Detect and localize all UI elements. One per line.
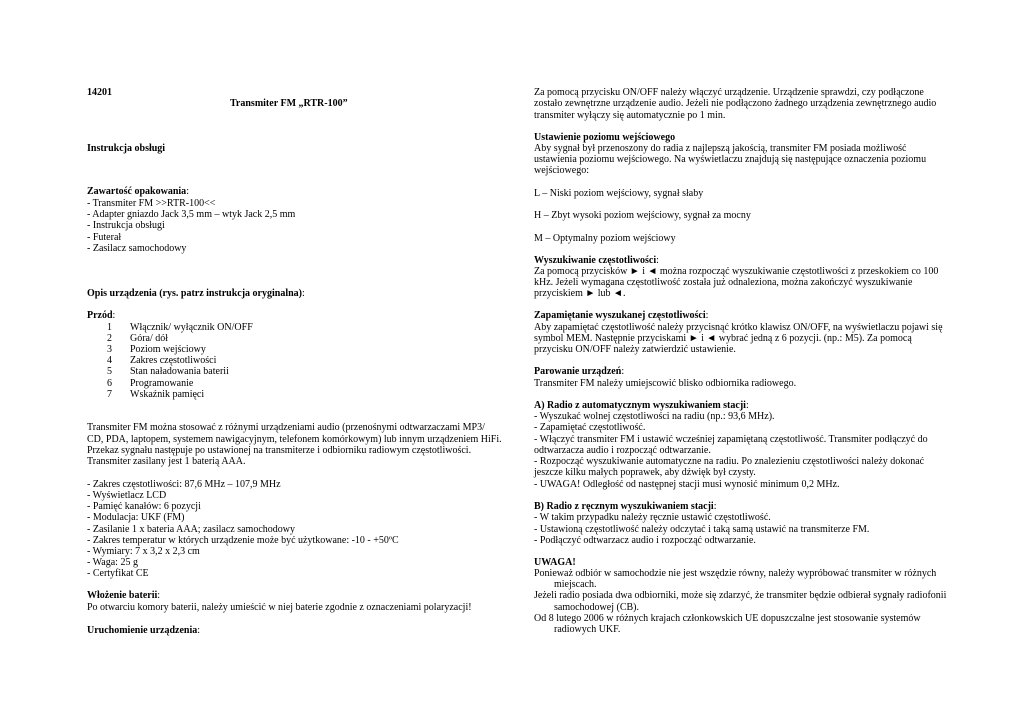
- level-low: L – Niski poziom wejściowy, sygnał słaby: [534, 188, 704, 199]
- warning-text-line: Ponieważ odbiór w samochodzie nie jest wszędzie równy, należy wypróbować transmiter w różnych: [534, 568, 937, 579]
- auto-search-step: - Rozpocząć wyszukiwanie automatyczne na radiu. Po znalezieniu częstotliwości należy dokonać: [534, 456, 925, 467]
- startup-text-line: zostało zewnętrzne urządzenie audio. Jeżeli nie podłączono żadnego urządzenia zewnętrznego audio: [534, 98, 937, 109]
- package-item: - Zasilacz samochodowy: [87, 243, 187, 254]
- front-item: 3 Poziom wejściowy: [107, 344, 206, 355]
- warning-text-line: Jeżeli radio posiada dwa odbiorniki, może się zdarzyć, że transmiter będzie odbierał sygnały radiofonii: [534, 590, 947, 601]
- spec-item: - Zasilanie 1 x bateria AAA; zasilacz samochodowy: [87, 524, 295, 535]
- spec-item: - Zakres temperatur w których urządzenie może być użytkowane: -10 - +50ºC: [87, 535, 399, 546]
- package-item: - Instrukcja obsługi: [87, 220, 165, 231]
- save-frequency-text-line: symbol MEM. Następnie przyciskami ► i ◄ wybrać jedną z 6 pozycji. (np.: M5). Za pomocą: [534, 333, 912, 344]
- intro-paragraph-line: Transmiter zasilany jest 1 baterią AAA.: [87, 456, 246, 467]
- level-high: H – Zbyt wysoki poziom wejściowy, sygnał za mocny: [534, 210, 751, 221]
- pairing-text: Transmiter FM należy umiejscowić blisko odbiornika radiowego.: [534, 378, 797, 389]
- spec-item: - Certyfikat CE: [87, 568, 149, 579]
- spec-item: - Wyświetlacz LCD: [87, 490, 167, 501]
- front-item: 2 Góra/ dół: [107, 333, 169, 344]
- startup-text-line: Za pomocą przycisku ON/OFF należy włączyć urządzenie. Urządzenie sprawdzi, czy podłączone: [534, 87, 924, 98]
- warning-heading: UWAGA!: [534, 557, 576, 568]
- intro-paragraph-line: CD, PDA, laptopem, systemem nawigacyjnym, telefonem komórkowym) lub innym urządzeniem HiFi.: [87, 434, 502, 445]
- front-item: 4 Zakres częstotliwości: [107, 355, 217, 366]
- front-item: 6 Programowanie: [107, 378, 194, 389]
- frequency-search-text-line: kHz. Jeżeli wymagana częstotliwość została już odnaleziona, można zakończyć wyszukiwanie: [534, 277, 913, 288]
- warning-text-line: samochodowej (CB).: [554, 602, 639, 613]
- spec-item: - Wymiary: 7 x 3,2 x 2,3 cm: [87, 546, 200, 557]
- auto-search-step: - Włączyć transmiter FM i ustawić wcześniej zapamiętaną częstotliwość. Transmiter podłączyć do: [534, 434, 928, 445]
- warning-text-line: radiowych UKF.: [554, 624, 621, 635]
- spec-item: - Zakres częstotliwości: 87,6 MHz – 107,9 MHz: [87, 479, 281, 490]
- package-contents-heading: Zawartość opakowania:: [87, 186, 189, 197]
- frequency-search-heading: Wyszukiwanie częstotliwości:: [534, 255, 659, 266]
- auto-search-heading: A) Radio z automatycznym wyszukiwaniem stacji:: [534, 400, 749, 411]
- document-title: Transmiter FM „RTR-100”: [230, 98, 348, 109]
- front-item: 1 Włącznik/ wyłącznik ON/OFF: [107, 322, 253, 333]
- manual-search-step: - Ustawioną częstotliwość należy odczytać i taką samą ustawić na transmiterze FM.: [534, 524, 870, 535]
- front-heading: Przód:: [87, 310, 116, 321]
- spec-item: - Waga: 25 g: [87, 557, 138, 568]
- level-optimal: M – Optymalny poziom wejściowy: [534, 233, 676, 244]
- auto-search-step: - Zapamiętać częstotliwość.: [534, 422, 646, 433]
- package-item: - Futerał: [87, 232, 122, 243]
- warning-text-line: Od 8 lutego 2006 w różnych krajach członkowskich UE dopuszczalne jest stosowanie systemów: [534, 613, 921, 624]
- auto-search-step: - UWAGA! Odległość od następnej stacji musi wynosić minimum 0,2 MHz.: [534, 479, 840, 490]
- spec-item: - Pamięć kanałów: 6 pozycji: [87, 501, 201, 512]
- instruction-heading: Instrukcja obsługi: [87, 143, 166, 154]
- package-item: - Adapter gniazdo Jack 3,5 mm – wtyk Jack 2,5 mm: [87, 209, 296, 220]
- intro-paragraph-line: Transmiter FM można stosować z różnymi urządzeniami audio (przenośnymi odtwarzaczami MP3/: [87, 422, 485, 433]
- intro-paragraph-line: Przekaz sygnału następuje po ustawionej na transmiterze i odbiorniku radiowym częstotliwości.: [87, 445, 472, 456]
- input-level-text-line: wejściowego:: [534, 165, 589, 176]
- package-item: - Transmiter FM >>RTR-100<<: [87, 198, 216, 209]
- battery-insertion-text: Po otwarciu komory baterii, należy umieścić w niej baterie zgodnie z oznaczeniami polaryzacji!: [87, 602, 472, 613]
- auto-search-step: jeszcze kilku małych poprawek, aby dźwięk był czysty.: [534, 467, 756, 478]
- front-item: 5 Stan naładowania baterii: [107, 366, 229, 377]
- spec-item: - Modulacja: UKF (FM): [87, 512, 185, 523]
- save-frequency-heading: Zapamiętanie wyszukanej częstotliwości:: [534, 310, 709, 321]
- save-frequency-text-line: Aby zapamiętać częstotliwość należy przycisnąć krótko klawisz ON/OFF, na wyświetlaczu pojawi się: [534, 322, 943, 333]
- front-item: 7 Wskaźnik pamięci: [107, 389, 205, 400]
- manual-search-step: - W takim przypadku należy ręcznie ustawić częstotliwość.: [534, 512, 771, 523]
- manual-search-heading: B) Radio z ręcznym wyszukiwaniem stacji:: [534, 501, 717, 512]
- startup-text-line: transmiter wyłączy się automatycznie po 1 min.: [534, 110, 726, 121]
- warning-text-line: miejscach.: [554, 579, 597, 590]
- input-level-text-line: Aby sygnał był przenoszony do radia z najlepszą jakością, transmiter FM posiada możliwość: [534, 143, 907, 154]
- product-code: 14201: [87, 87, 112, 98]
- frequency-search-text-line: przyciskiem ► lub ◄.: [534, 288, 626, 299]
- frequency-search-text-line: Za pomocą przycisków ► i ◄ można rozpocząć wyszukiwanie częstotliwości z przeskokiem co 100: [534, 266, 939, 277]
- manual-search-step: - Podłączyć odtwarzacz audio i rozpocząć odtwarzanie.: [534, 535, 756, 546]
- save-frequency-text-line: przycisku ON/OFF należy zatwierdzić ustawienie.: [534, 344, 736, 355]
- pairing-heading: Parowanie urządzeń:: [534, 366, 625, 377]
- startup-heading: Uruchomienie urządzenia:: [87, 625, 201, 636]
- auto-search-step: - Wyszukać wolnej częstotliwości na radiu (np.: 93,6 MHz).: [534, 411, 775, 422]
- input-level-heading: Ustawienie poziomu wejściowego: [534, 132, 676, 143]
- auto-search-step: odtwarzacza audio i rozpocząć odtwarzanie.: [534, 445, 711, 456]
- input-level-text-line: ustawienia poziomu wejściowego. Na wyświetlaczu znajdują się następujące oznaczenia poziomu: [534, 154, 927, 165]
- device-description-heading: Opis urządzenia (rys. patrz instrukcja oryginalna):: [87, 288, 305, 299]
- battery-insertion-heading: Włożenie baterii:: [87, 590, 161, 601]
